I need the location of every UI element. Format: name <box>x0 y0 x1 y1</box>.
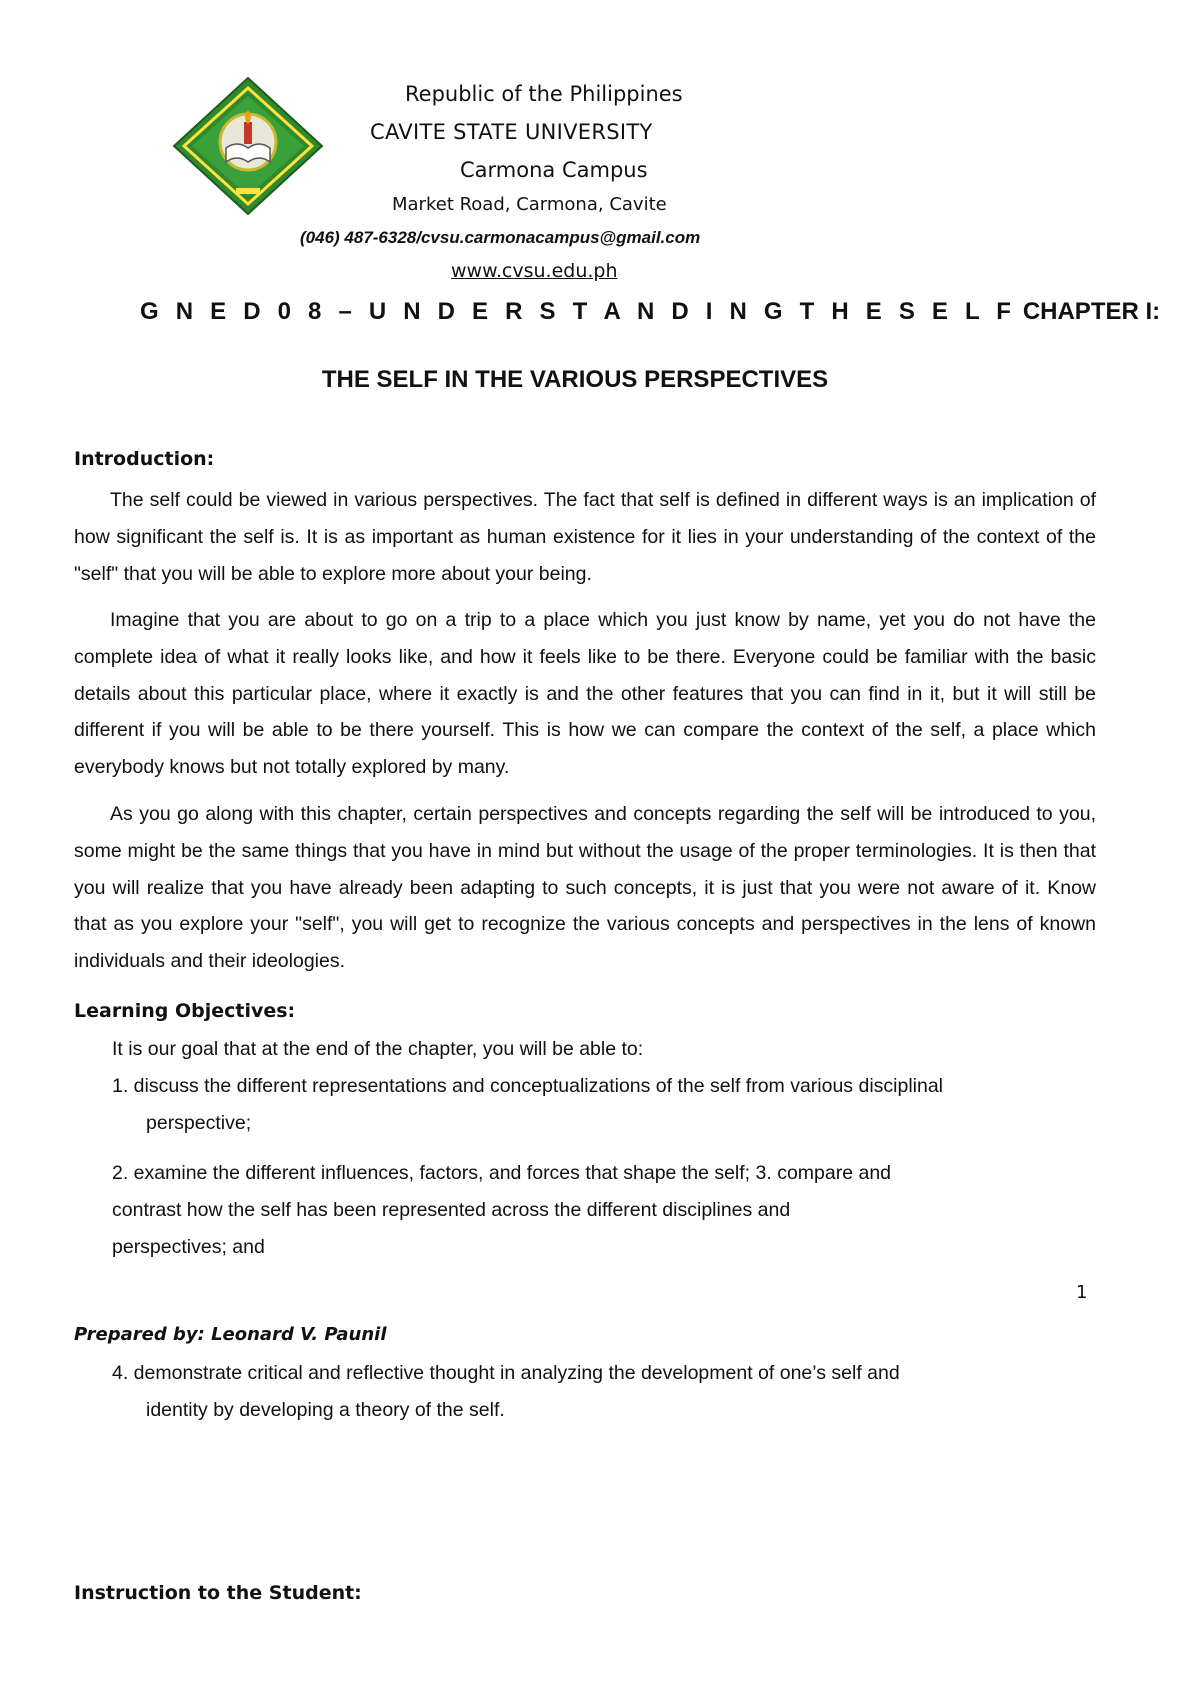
instruction-heading: Instruction to the Student: <box>74 1582 362 1604</box>
introduction-heading: Introduction: <box>74 448 215 470</box>
course-code-title: G N E D 0 8 – U N D E R S T A N D I N G T H E S E L F <box>140 298 1017 325</box>
intro-paragraph-3: As you go along with this chapter, certain perspectives and concepts regarding the self will be introduced to you, some might be the same things that you have in mind but without the usage of the proper terminologies. It is then that you will realize that you have already been adapting to such concepts, it is just that you were not aware of it. Know that as you explore your "self", you will get to recognize the various concepts and perspectives in the lens of known individuals and their ideologies. <box>74 803 1096 973</box>
university-seal-logo <box>172 76 324 216</box>
page-number: 1 <box>1076 1282 1088 1303</box>
objectives-intro: It is our goal that at the end of the chapter, you will be able to: <box>112 1038 644 1060</box>
objective-2-line-3: perspectives; and <box>112 1236 265 1258</box>
header-republic: Republic of the Philippines <box>405 82 683 106</box>
header-university: CAVITE STATE UNIVERSITY <box>370 120 653 144</box>
objective-2-line-1: 2. examine the different influences, factors, and forces that shape the self; 3. compare and <box>112 1162 892 1184</box>
objective-4-line-2: identity by developing a theory of the self. <box>146 1399 505 1421</box>
intro-paragraph-2: Imagine that you are about to go on a trip to a place which you just know by name, yet you do not have the complete idea of what it really looks like, and how it feels like to be there. Everyone could be familiar with the basic details about this particular place, where it exactly is and the other features that you can find in it, but it will still be different if you will be able to be there yourself. This is how we can compare the context of the self, a place which everybody knows but not totally explored by many. <box>74 609 1096 779</box>
header-contact: (046) 487-6328/cvsu.carmonacampus@gmail.com <box>300 228 701 247</box>
objective-2-line-2: contrast how the self has been represented across the different disciplines and <box>112 1199 791 1221</box>
objective-1-line-1: 1. discuss the different representations and conceptualizations of the self from various disciplinal <box>112 1075 944 1097</box>
intro-paragraph-1: The self could be viewed in various perspectives. The fact that self is defined in different ways is an implication of how significant the self is. It is as important as human existence for it lies in your understanding of the context of the "self" that you will be able to explore more about your being. <box>74 489 1096 585</box>
course-title <box>140 298 1160 326</box>
header-campus: Carmona Campus <box>460 158 648 182</box>
header-website-link[interactable]: www.cvsu.edu.ph <box>451 260 618 282</box>
objectives-heading: Learning Objectives: <box>74 1000 296 1022</box>
objective-4-line-1: 4. demonstrate critical and reflective thought in analyzing the development of one’s self and <box>112 1362 900 1384</box>
prepared-by: Prepared by: Leonard V. Paunil <box>74 1324 387 1345</box>
header-address: Market Road, Carmona, Cavite <box>392 194 667 215</box>
chapter-subtitle: THE SELF IN THE VARIOUS PERSPECTIVES <box>321 366 829 393</box>
objective-1-line-2: perspective; <box>146 1112 252 1134</box>
chapter-label: CHAPTER I: <box>1022 298 1161 325</box>
